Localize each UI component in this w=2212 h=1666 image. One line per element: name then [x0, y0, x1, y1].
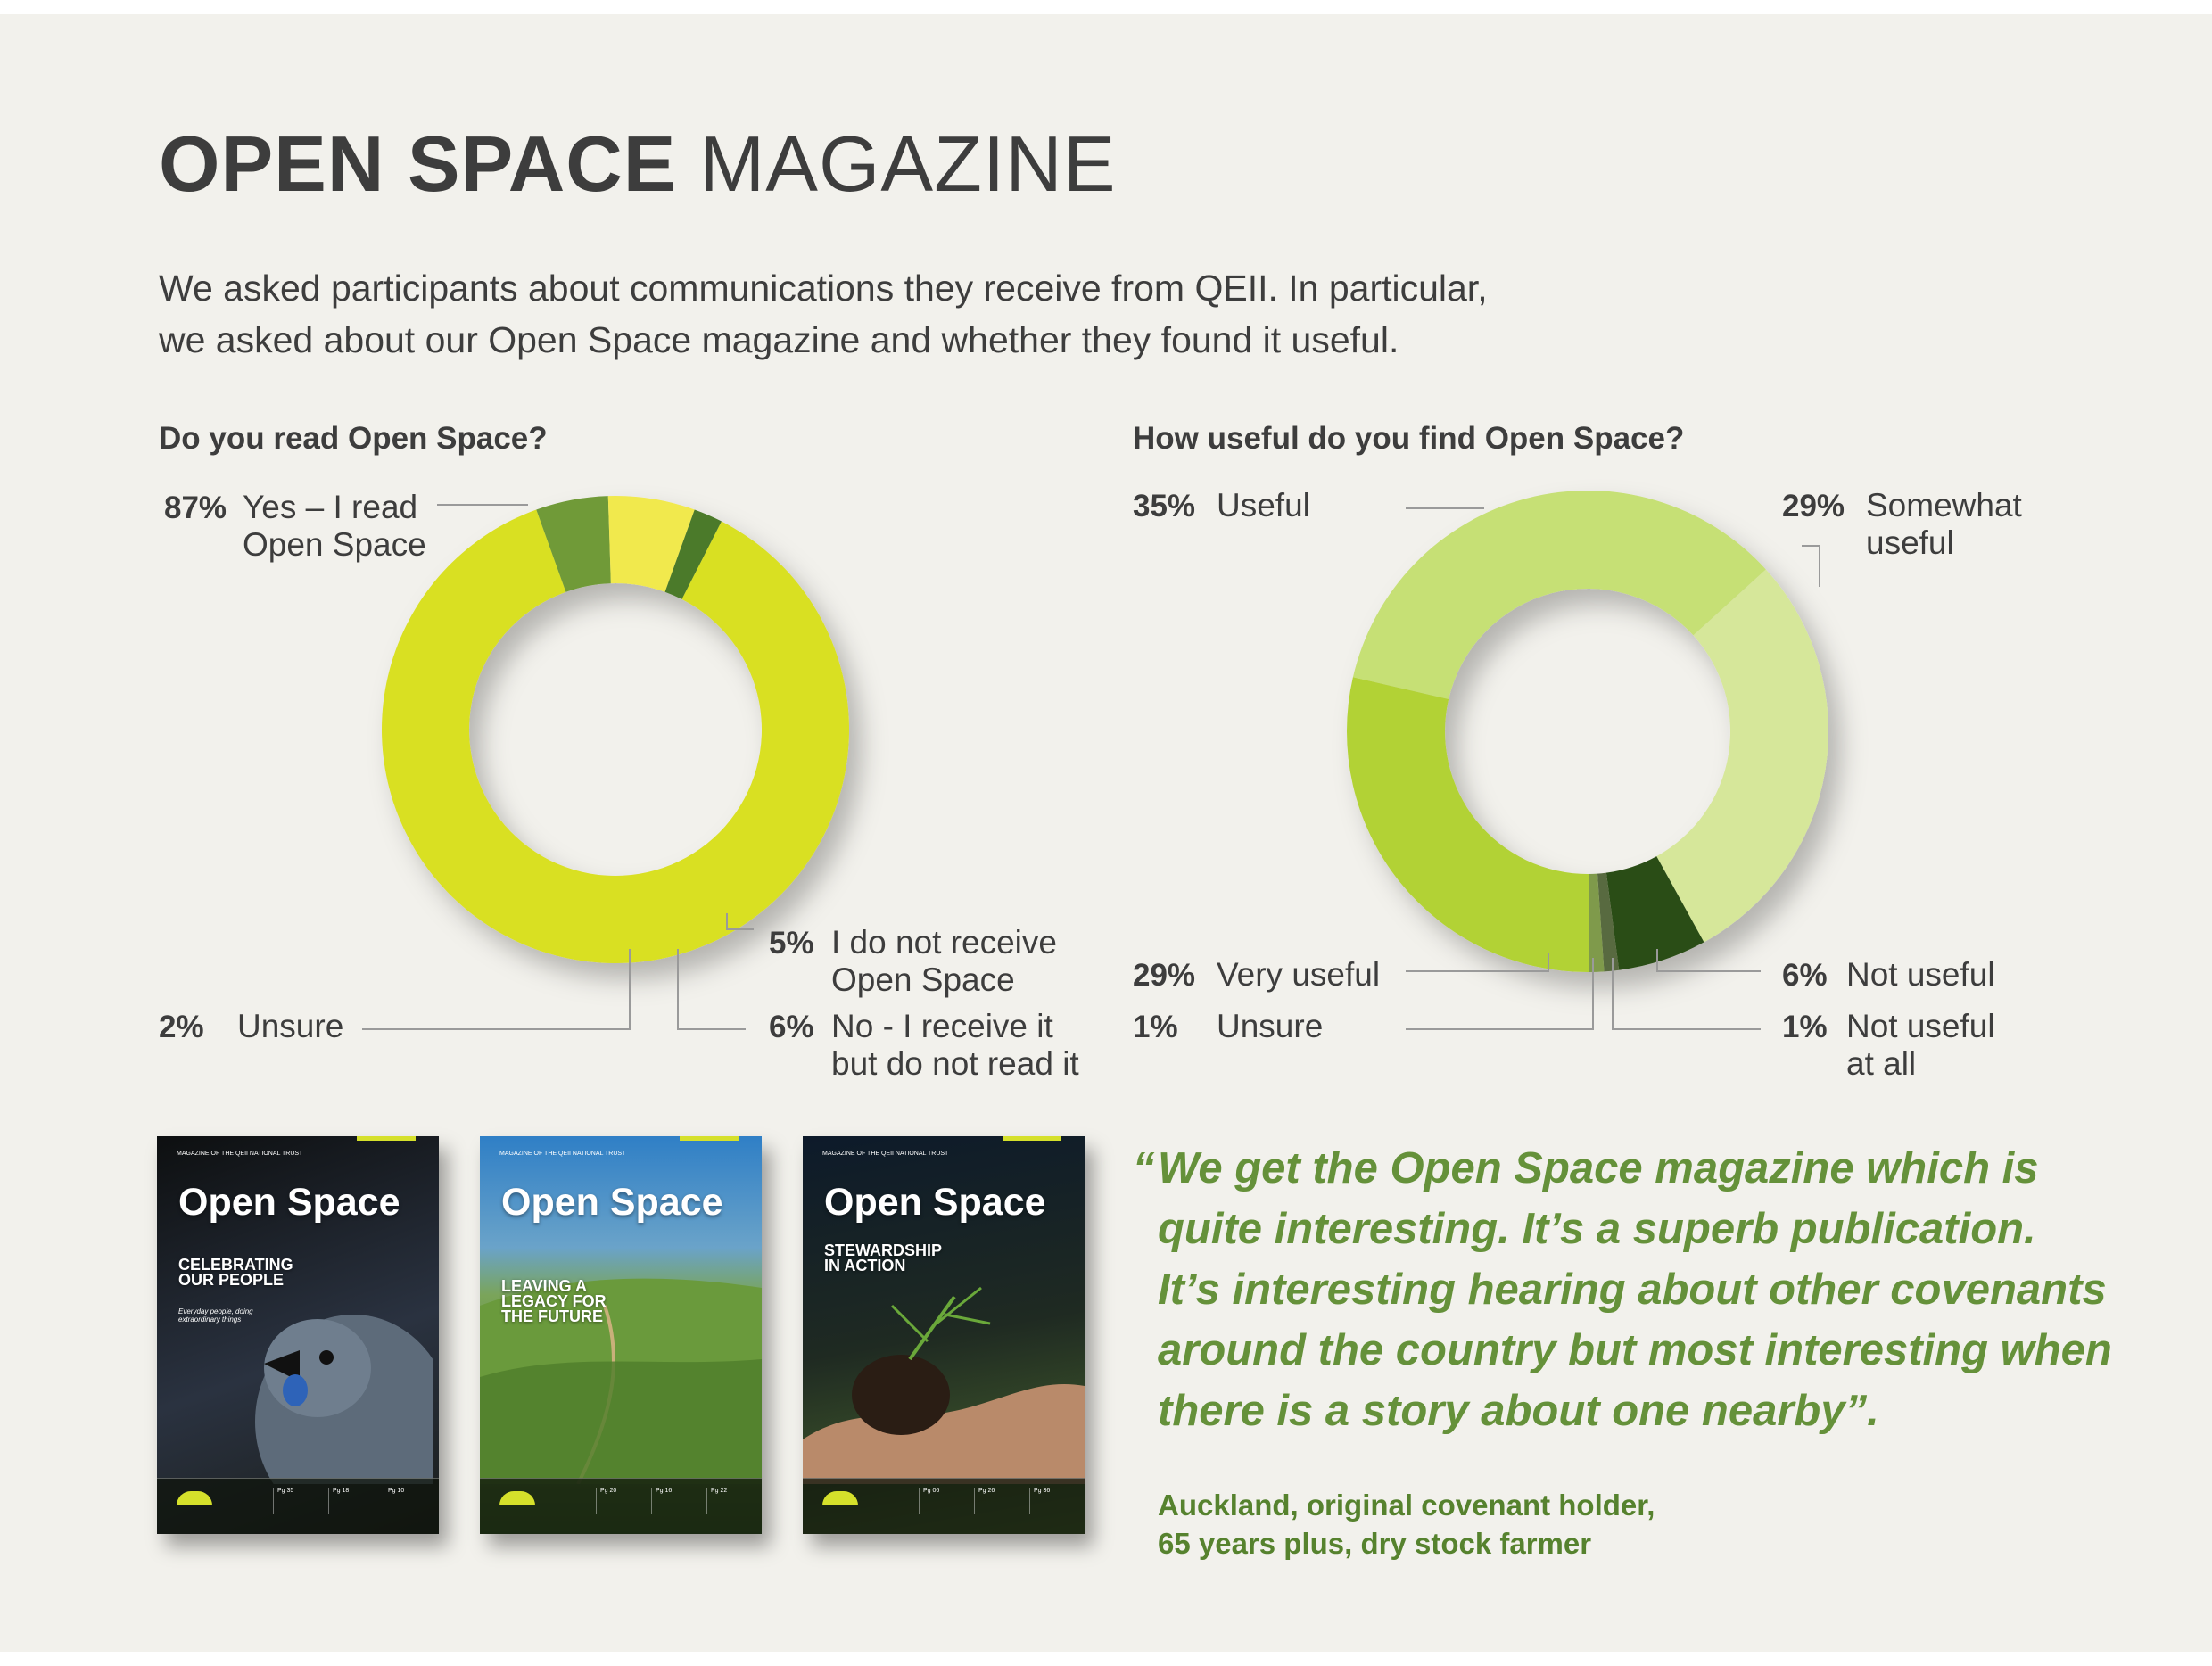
cover-footer: [803, 1478, 1085, 1534]
cover-footer-item: Pg 10: [384, 1488, 430, 1514]
cover-footer-item: Pg 26: [974, 1488, 1020, 1514]
chart1-title: Do you read Open Space?: [159, 421, 548, 456]
cover-header: MAGAZINE OF THE QEII NATIONAL TRUST: [822, 1151, 949, 1157]
magazine-cover-3[interactable]: [803, 1136, 1085, 1534]
label-notatall-line1: Not useful: [1846, 1008, 1995, 1044]
donut-chart-useful: [1338, 482, 1837, 981]
leaf-logo-icon: [177, 1491, 212, 1505]
pct-useful: 35%: [1133, 489, 1196, 524]
label-useful: [1217, 487, 1310, 524]
pct-notatall: 1%: [1782, 1010, 1828, 1044]
cover-accent-bar: [1003, 1136, 1061, 1141]
cover-footer: [157, 1478, 439, 1534]
pct-somewhat: 29%: [1782, 489, 1845, 524]
cover-masthead: Open Space: [501, 1181, 723, 1224]
magazine-cover-2[interactable]: [480, 1136, 762, 1534]
cover-footer-item: Pg 06: [919, 1488, 965, 1514]
label-notatall-line2: at all: [1846, 1045, 1917, 1082]
cover-subtitle: [501, 1279, 607, 1324]
useful-slice-5: [1347, 677, 1589, 972]
donut-chart-read: [375, 489, 856, 970]
label-notuseful-line1: Not useful: [1846, 956, 1995, 993]
label-unsure1-line1: Unsure: [237, 1008, 344, 1044]
page: [0, 14, 2212, 1652]
cover-header: MAGAZINE OF THE QEII NATIONAL TRUST: [499, 1151, 626, 1157]
intro-line-1: We asked participants about communications they receive from QEII. In particular,: [159, 268, 1488, 309]
cover-footer-item: Pg 36: [1029, 1488, 1076, 1514]
quote-line: around the country but most interesting when: [1158, 1326, 2112, 1374]
cover-footer: [480, 1478, 762, 1534]
chart2-title: How useful do you find Open Space?: [1133, 421, 1685, 456]
pct-noread: 6%: [769, 1010, 814, 1044]
intro-line-2: we asked about our Open Space magazine and whether they found it useful.: [159, 319, 1399, 360]
cover-footer-item: Pg 20: [596, 1488, 642, 1514]
label-somewhat: [1866, 487, 2022, 562]
cover-accent-bar: [680, 1136, 739, 1141]
label-notuseful: [1846, 956, 1995, 994]
kokako-bird-image: [210, 1288, 433, 1484]
pct-notuseful: 6%: [1782, 958, 1828, 993]
seedling-in-hands-image: [803, 1270, 1085, 1484]
label-unsure2: [1217, 1008, 1323, 1045]
label-unsure2-line1: Unsure: [1217, 1008, 1324, 1044]
pct-very: 29%: [1133, 958, 1196, 993]
leaf-logo-icon: [499, 1491, 535, 1505]
label-notatall: [1846, 1008, 1995, 1083]
label-noread-line1: No - I receive it: [831, 1008, 1053, 1044]
cover-subtitle-line: IN ACTION: [824, 1257, 906, 1274]
quote-attribution: [1158, 1486, 1655, 1563]
intro-text: [159, 262, 1675, 366]
label-very: [1217, 956, 1380, 994]
label-noread-line2: but do not read it: [831, 1045, 1079, 1082]
pct-yes: 87%: [164, 491, 227, 525]
cover-subtitle-line: LEAVING A: [501, 1277, 588, 1295]
cover-tagline: Everyday people, doing extraordinary things: [178, 1307, 253, 1324]
title-light: MAGAZINE: [698, 120, 1117, 208]
cover-footer-item: Pg 22: [706, 1488, 753, 1514]
cover-header: MAGAZINE OF THE QEII NATIONAL TRUST: [177, 1151, 303, 1157]
cover-footer-item: Pg 16: [651, 1488, 697, 1514]
pct-unsure1: 2%: [159, 1010, 204, 1044]
label-useful-line1: Useful: [1217, 487, 1310, 524]
useful-slice-1: [1656, 569, 1828, 942]
cover-subtitle-line: CELEBRATING: [178, 1256, 293, 1274]
quote-line: there is a story about one nearby”.: [1158, 1387, 1879, 1435]
cover-masthead: Open Space: [178, 1181, 400, 1224]
cover-footer-item: Pg 35: [273, 1488, 319, 1514]
useful-slice-0: [1353, 491, 1766, 699]
label-yes-line2: Open Space: [243, 526, 426, 563]
cover-subtitle-line: STEWARDSHIP: [824, 1241, 943, 1259]
magazine-cover-1[interactable]: [157, 1136, 439, 1534]
label-unsure1: [237, 1008, 343, 1045]
cover-subtitle-line: LEGACY FOR: [501, 1292, 607, 1310]
label-very-line1: Very useful: [1217, 956, 1381, 993]
label-yes-line1: Yes – I read: [243, 489, 418, 525]
quote-mark: “: [1133, 1144, 1155, 1192]
label-yes: [243, 489, 426, 564]
label-notreceive-line1: I do not receive: [831, 924, 1057, 961]
cover-footer-item: Pg 18: [328, 1488, 375, 1514]
page-title: [159, 120, 1117, 209]
attribution-line: Auckland, original covenant holder,: [1158, 1489, 1655, 1522]
label-somewhat-line1: Somewhat: [1866, 487, 2022, 524]
leaf-logo-icon: [822, 1491, 858, 1505]
cover-masthead: Open Space: [824, 1181, 1046, 1224]
label-somewhat-line2: useful: [1866, 524, 1954, 561]
title-bold: OPEN SPACE: [159, 120, 677, 208]
cover-subtitle-line: THE FUTURE: [501, 1307, 603, 1325]
cover-subtitle-line: OUR PEOPLE: [178, 1271, 285, 1289]
label-notreceive: [831, 924, 1057, 999]
quote-line: quite interesting. It’s a superb publication.: [1158, 1205, 2036, 1253]
cover-subtitle: [824, 1243, 942, 1274]
label-notreceive-line2: Open Space: [831, 961, 1015, 998]
pct-unsure2: 1%: [1133, 1010, 1178, 1044]
pct-notreceive: 5%: [769, 926, 814, 961]
cover-accent-bar: [357, 1136, 416, 1141]
label-noread: [831, 1008, 1079, 1083]
quote-line: We get the Open Space magazine which is: [1158, 1144, 2039, 1192]
cover-subtitle: [178, 1258, 293, 1288]
quote-line: It’s interesting hearing about other covenants: [1158, 1266, 2107, 1314]
attribution-line: 65 years plus, dry stock farmer: [1158, 1527, 1592, 1560]
